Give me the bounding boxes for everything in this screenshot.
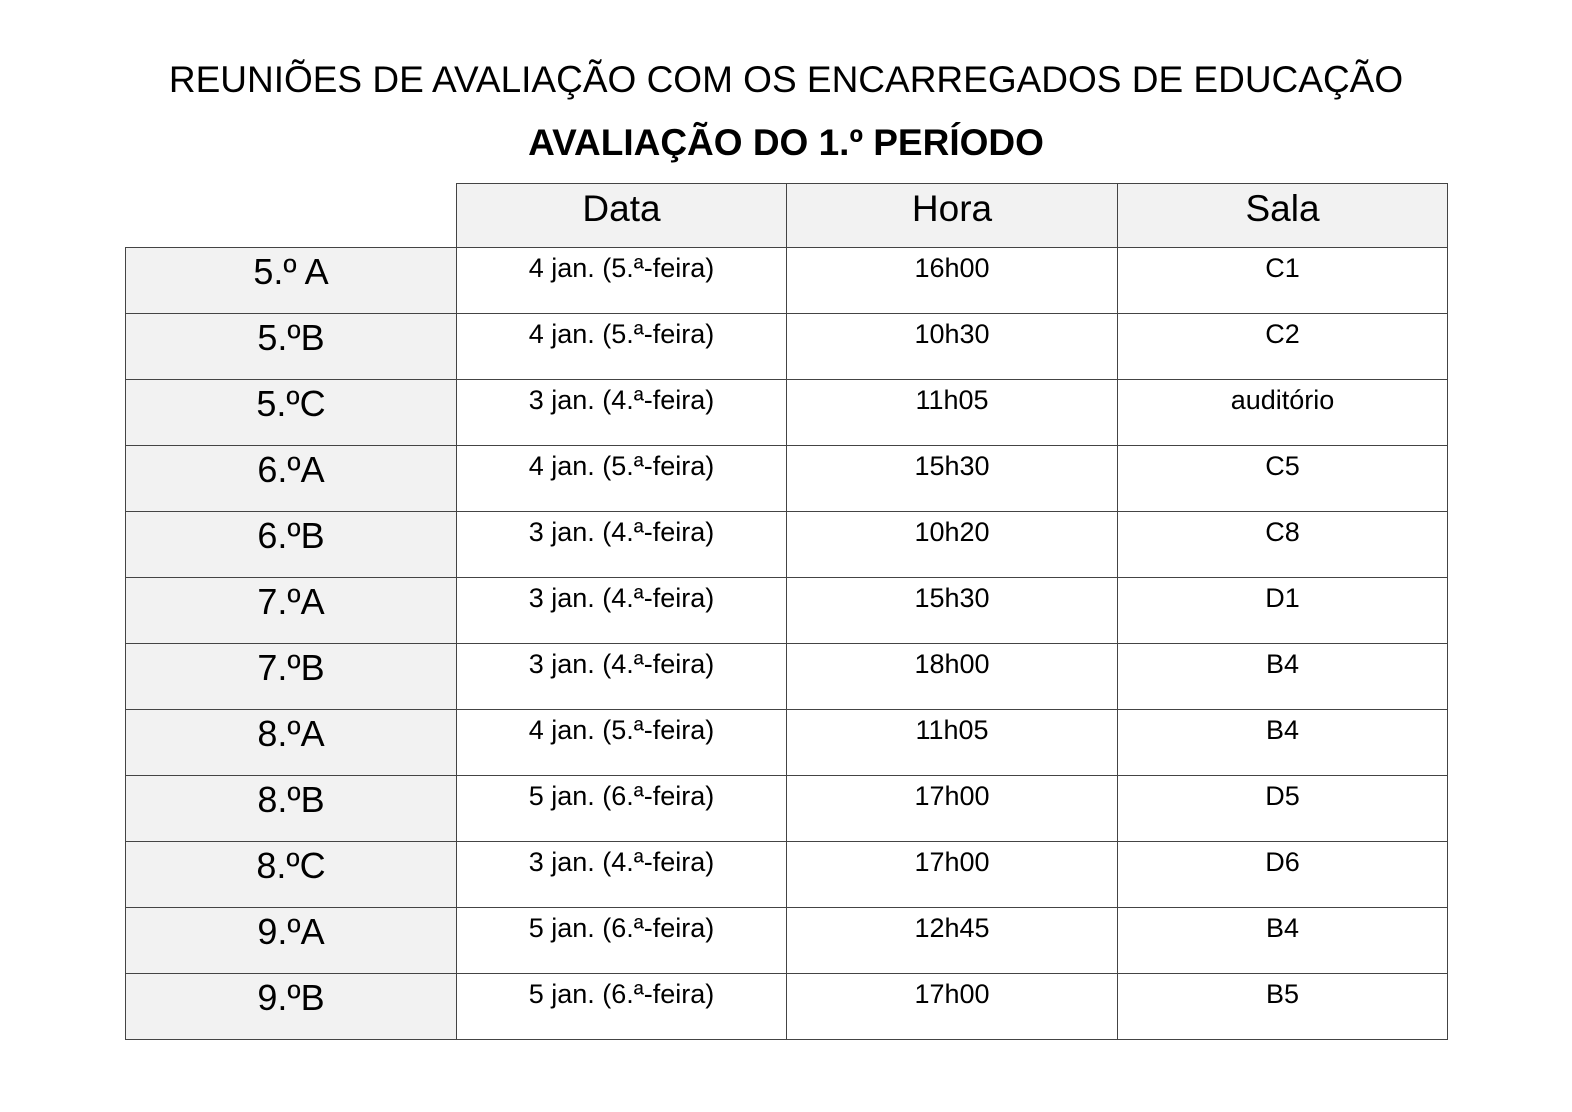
column-header-sala: Sala	[1118, 184, 1448, 248]
date-cell: 3 jan. (4.ª-feira)	[457, 578, 787, 644]
room-cell: B4	[1118, 710, 1448, 776]
class-cell: 6.ºB	[126, 512, 457, 578]
date-cell: 5 jan. (6.ª-feira)	[457, 974, 787, 1040]
room-cell: C5	[1118, 446, 1448, 512]
class-cell: 7.ºA	[126, 578, 457, 644]
time-cell: 11h05	[787, 380, 1118, 446]
table-row	[126, 974, 1448, 1040]
date-cell: 4 jan. (5.ª-feira)	[457, 710, 787, 776]
table-row	[126, 512, 1448, 578]
date-cell: 3 jan. (4.ª-feira)	[457, 842, 787, 908]
time-cell: 15h30	[787, 446, 1118, 512]
page-subtitle: AVALIAÇÃO DO 1.º PERÍODO	[528, 122, 1044, 163]
date-cell: 4 jan. (5.ª-feira)	[457, 446, 787, 512]
table-row	[126, 644, 1448, 710]
column-header-data: Data	[457, 184, 787, 248]
table-header-row	[126, 184, 1448, 248]
room-cell: D6	[1118, 842, 1448, 908]
table-row	[126, 776, 1448, 842]
page-title: REUNIÕES DE AVALIAÇÃO COM OS ENCARREGADOS DE EDUCAÇÃO	[168, 59, 1404, 100]
date-cell: 3 jan. (4.ª-feira)	[457, 644, 787, 710]
date-cell: 5 jan. (6.ª-feira)	[457, 776, 787, 842]
room-cell: C2	[1118, 314, 1448, 380]
room-cell: B4	[1118, 644, 1448, 710]
class-cell: 8.ºC	[126, 842, 457, 908]
room-cell: C8	[1118, 512, 1448, 578]
time-cell: 10h30	[787, 314, 1118, 380]
date-cell: 5 jan. (6.ª-feira)	[457, 908, 787, 974]
table-row	[126, 710, 1448, 776]
room-cell: D1	[1118, 578, 1448, 644]
room-cell: C1	[1118, 248, 1448, 314]
schedule-table	[125, 183, 1448, 1040]
time-cell: 12h45	[787, 908, 1118, 974]
date-cell: 3 jan. (4.ª-feira)	[457, 380, 787, 446]
time-cell: 18h00	[787, 644, 1118, 710]
time-cell: 11h05	[787, 710, 1118, 776]
room-cell: B5	[1118, 974, 1448, 1040]
time-cell: 17h00	[787, 776, 1118, 842]
class-cell: 8.ºB	[126, 776, 457, 842]
table-row	[126, 446, 1448, 512]
class-cell: 9.ºA	[126, 908, 457, 974]
date-cell: 4 jan. (5.ª-feira)	[457, 248, 787, 314]
table-row	[126, 248, 1448, 314]
time-cell: 15h30	[787, 578, 1118, 644]
time-cell: 16h00	[787, 248, 1118, 314]
date-cell: 3 jan. (4.ª-feira)	[457, 512, 787, 578]
room-cell: D5	[1118, 776, 1448, 842]
class-cell: 8.ºA	[126, 710, 457, 776]
table-row	[126, 578, 1448, 644]
date-cell: 4 jan. (5.ª-feira)	[457, 314, 787, 380]
column-header-hora: Hora	[787, 184, 1118, 248]
class-cell: 5.ºC	[126, 380, 457, 446]
class-cell: 5.º A	[126, 248, 457, 314]
class-cell: 5.ºB	[126, 314, 457, 380]
table-row	[126, 908, 1448, 974]
time-cell: 17h00	[787, 842, 1118, 908]
class-cell: 9.ºB	[126, 974, 457, 1040]
room-cell: auditório	[1118, 380, 1448, 446]
class-cell: 7.ºB	[126, 644, 457, 710]
table-row	[126, 380, 1448, 446]
class-cell: 6.ºA	[126, 446, 457, 512]
table-corner-cell	[126, 184, 457, 248]
room-cell: B4	[1118, 908, 1448, 974]
table-row	[126, 314, 1448, 380]
time-cell: 10h20	[787, 512, 1118, 578]
time-cell: 17h00	[787, 974, 1118, 1040]
table-row	[126, 842, 1448, 908]
